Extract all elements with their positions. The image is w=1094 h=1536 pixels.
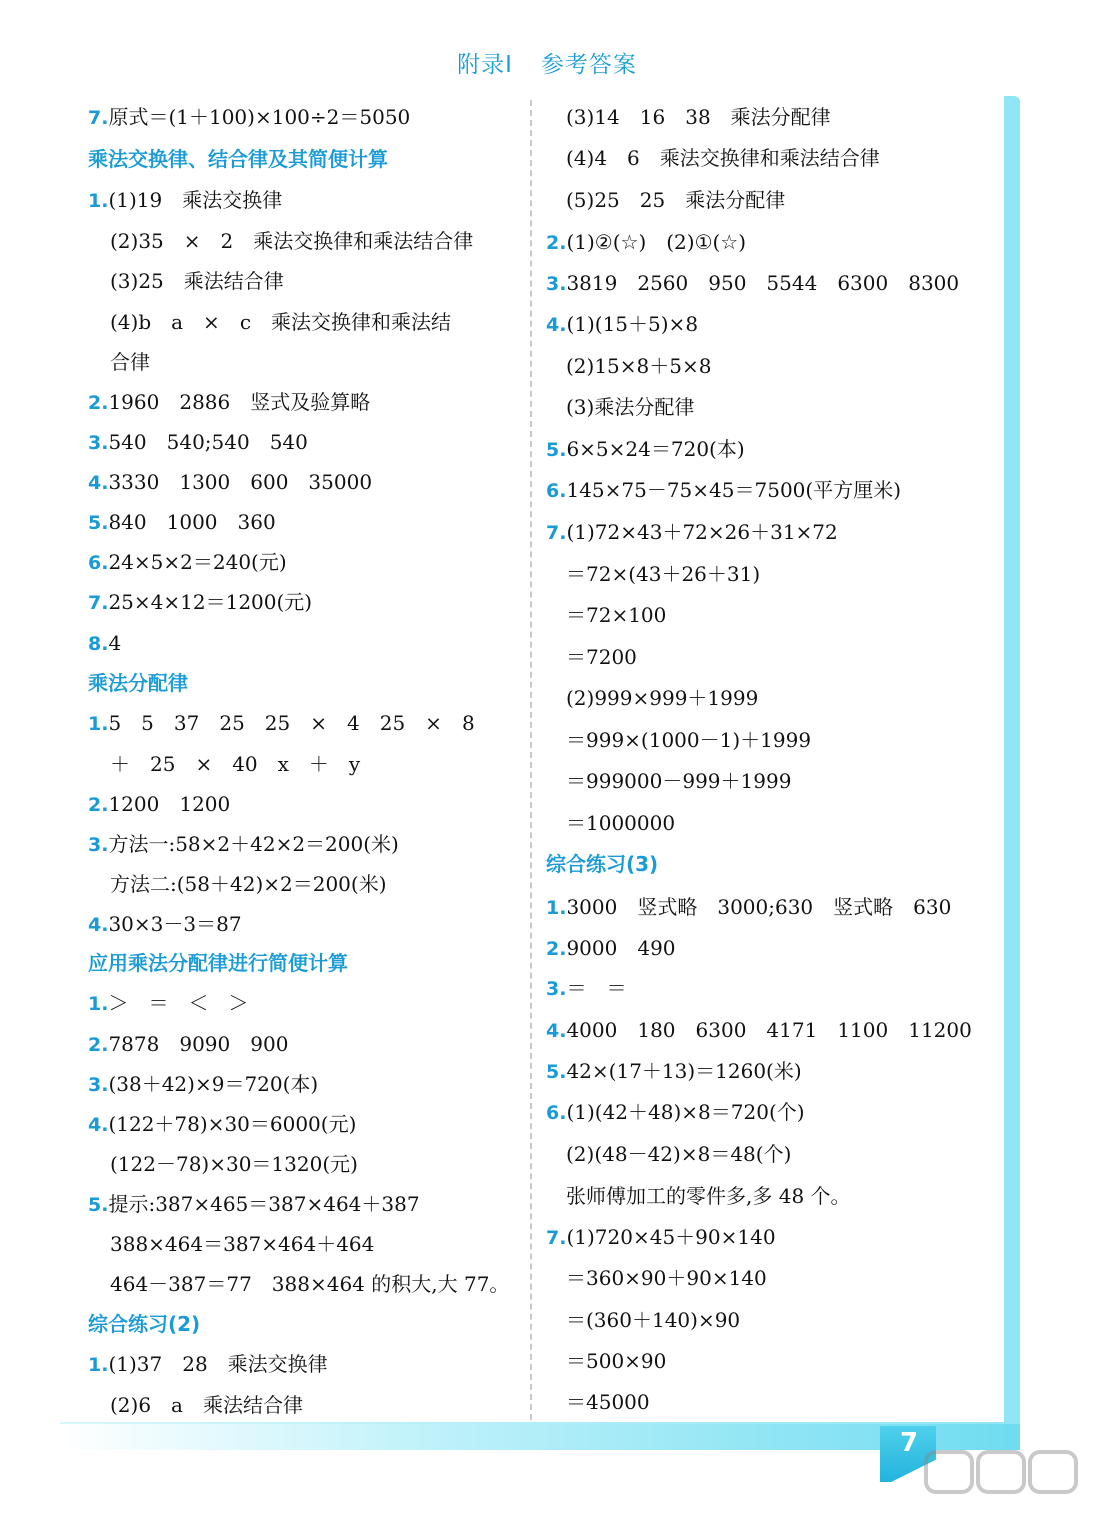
answer-line — [566, 644, 637, 670]
answer-line — [88, 990, 248, 1017]
answer-text: ＝ ＝ — [566, 976, 627, 1000]
section-heading: 应用乘法分配律进行简便计算 — [88, 951, 348, 975]
answer-line — [110, 1271, 509, 1297]
question-number: 3. — [546, 273, 567, 295]
bottom-band — [60, 1424, 1020, 1450]
answer-line — [110, 228, 473, 254]
answer-text: 388×464＝387×464＋464 — [110, 1232, 375, 1256]
answer-text: (122＋78)×30＝6000(元) — [108, 1112, 357, 1136]
question-number: 2. — [88, 392, 109, 414]
answer-line — [566, 104, 831, 130]
answer-line — [88, 1071, 318, 1098]
answer-line — [110, 871, 387, 897]
answer-line — [566, 685, 758, 711]
header-answers-label: 参考答案 — [540, 52, 637, 78]
section-heading: 乘法分配律 — [88, 671, 188, 695]
question-number: 5. — [546, 1061, 567, 1083]
answer-line — [566, 187, 785, 213]
answer-text: 5 5 37 25 25 × 4 25 × 8 — [108, 711, 475, 735]
question-number: 3. — [88, 432, 109, 454]
answer-text: (3)25 乘法结合律 — [110, 269, 284, 293]
answer-text: 7878 9090 900 — [108, 1032, 289, 1056]
page-header — [0, 46, 1094, 79]
answer-line — [110, 1151, 358, 1177]
header-appendix-label: 附录Ⅰ — [457, 52, 513, 78]
answer-text: 9000 490 — [566, 936, 676, 960]
question-number: 1. — [88, 713, 109, 735]
answer-text: ＝360×90＋90×140 — [566, 1266, 767, 1290]
answer-line — [88, 630, 121, 657]
answer-text: (2)6 a 乘法结合律 — [110, 1393, 303, 1417]
answer-line — [110, 751, 360, 777]
answer-text: 145×75－75×45＝7500(平方厘米) — [566, 478, 901, 502]
answer-line — [546, 436, 745, 463]
answer-text: 25×4×12＝1200(元) — [108, 590, 313, 614]
answer-line — [566, 1265, 767, 1291]
answer-line — [566, 602, 666, 628]
answer-text: ＝(360＋140)×90 — [566, 1308, 741, 1332]
question-number: 8. — [88, 633, 109, 655]
column-divider — [530, 100, 532, 1420]
watermark-logo — [916, 1446, 1086, 1530]
answer-text: ＋ 25 × 40 x ＋ y — [110, 752, 361, 776]
question-number: 7. — [546, 522, 567, 544]
answer-line — [566, 1141, 791, 1167]
question-number: 2. — [88, 1034, 109, 1056]
question-number: 2. — [88, 794, 109, 816]
answer-text: ＝7200 — [566, 645, 637, 669]
answer-text: (1)②(☆) (2)①(☆) — [566, 230, 747, 254]
question-number: 1. — [88, 993, 109, 1015]
question-number: 4. — [88, 472, 109, 494]
question-number: 6. — [546, 480, 567, 502]
answer-line — [88, 429, 308, 456]
answer-text: (4)b a × c 乘法交换律和乘法结 — [110, 310, 452, 334]
section-heading: 综合练习(2) — [88, 1312, 201, 1336]
answer-text: 3000 竖式略 3000;630 竖式略 630 — [566, 895, 952, 919]
question-number: 5. — [88, 1194, 109, 1216]
answer-line — [88, 1191, 420, 1218]
answer-line — [546, 270, 959, 297]
answer-line — [546, 1058, 802, 1085]
page-number: 7 — [900, 1428, 919, 1458]
answer-text: 4 — [108, 631, 122, 655]
answer-text: 原式＝(1＋100)×100÷2＝5050 — [108, 105, 411, 129]
answer-text: 6×5×24＝720(本) — [566, 437, 745, 461]
answer-text: ＝1000000 — [566, 811, 676, 835]
answer-text: (1)720×45＋90×140 — [566, 1225, 776, 1249]
answer-text: ＝500×90 — [566, 1349, 667, 1373]
question-number: 1. — [88, 1354, 109, 1376]
answer-text: (3)14 16 38 乘法分配律 — [566, 105, 831, 129]
answer-text: (3)乘法分配律 — [566, 395, 695, 419]
question-number: 7. — [88, 107, 109, 129]
answer-line — [546, 975, 626, 1002]
answer-line — [546, 229, 746, 256]
question-number: 4. — [546, 314, 567, 336]
answer-line — [566, 1307, 740, 1333]
answer-text: ＝45000 — [566, 1390, 650, 1414]
answer-line — [110, 309, 451, 335]
answer-text: (1)72×43＋72×26＋31×72 — [566, 520, 838, 544]
answer-line — [88, 389, 370, 416]
answer-text: 方法一:58×2＋42×2＝200(米) — [108, 832, 399, 856]
answer-line — [566, 1183, 851, 1209]
question-number: 2. — [546, 938, 567, 960]
answer-line — [88, 1111, 356, 1138]
answer-line — [88, 831, 399, 858]
answer-line — [88, 1351, 328, 1378]
answer-text: 张师傅加工的零件多,多 48 个。 — [566, 1184, 851, 1208]
answer-line — [88, 104, 410, 131]
answer-line — [88, 791, 230, 818]
question-number: 3. — [88, 834, 109, 856]
answer-line — [566, 561, 760, 587]
answer-text: (1)(15＋5)×8 — [566, 312, 699, 336]
answer-text: (122－78)×30＝1320(元) — [110, 1152, 358, 1176]
question-number: 6. — [546, 1102, 567, 1124]
question-number: 1. — [88, 190, 109, 212]
answer-line — [110, 268, 284, 294]
answer-text: ＝72×100 — [566, 603, 667, 627]
question-number: 5. — [88, 512, 109, 534]
answer-line — [546, 311, 698, 338]
answer-line — [110, 1392, 303, 1418]
answer-text: (2)999×999＋1999 — [566, 686, 759, 710]
question-number: 4. — [88, 914, 109, 936]
answer-line — [546, 1224, 776, 1251]
answer-text: (1)37 28 乘法交换律 — [108, 1352, 328, 1376]
answer-text: ＝999×(1000－1)＋1999 — [566, 728, 812, 752]
answer-line — [566, 768, 791, 794]
section-heading: 综合练习(3) — [546, 852, 659, 876]
question-number: 3. — [546, 978, 567, 1000]
answer-text: 1200 1200 — [108, 792, 231, 816]
answer-line — [88, 187, 282, 214]
answer-line — [566, 353, 711, 379]
answer-line — [110, 1231, 374, 1257]
answer-text: (2)15×8＋5×8 — [566, 354, 712, 378]
answer-line — [88, 469, 372, 496]
answer-text: ＝999000－999＋1999 — [566, 769, 792, 793]
answer-line — [110, 349, 150, 375]
answer-text: (5)25 25 乘法分配律 — [566, 188, 786, 212]
answer-text: ＞ ＝ ＜ ＞ — [108, 991, 249, 1015]
answer-line — [88, 911, 242, 938]
answer-text: 3819 2560 950 5544 6300 8300 — [566, 271, 960, 295]
answer-text: (1)19 乘法交换律 — [108, 188, 283, 212]
answer-text: (2)35 × 2 乘法交换律和乘法结合律 — [110, 229, 474, 253]
answer-line — [546, 519, 838, 546]
answer-text: 42×(17＋13)＝1260(米) — [566, 1059, 802, 1083]
answer-text: (1)(42＋48)×8＝720(个) — [566, 1100, 805, 1124]
answer-line — [566, 145, 880, 171]
answer-text: ＝72×(43＋26＋31) — [566, 562, 761, 586]
answer-text: (2)(48－42)×8＝48(个) — [566, 1142, 792, 1166]
answer-text: (4)4 6 乘法交换律和乘法结合律 — [566, 146, 880, 170]
answer-line — [566, 1348, 666, 1374]
answer-line — [546, 477, 901, 504]
answer-text: 840 1000 360 — [108, 510, 276, 534]
question-number: 7. — [88, 592, 109, 614]
question-number: 4. — [546, 1020, 567, 1042]
answer-text: 1960 2886 竖式及验算略 — [108, 390, 371, 414]
answer-text: 合律 — [110, 350, 150, 374]
question-number: 3. — [88, 1074, 109, 1096]
answer-line — [566, 727, 811, 753]
answer-line — [88, 710, 475, 737]
answer-line — [88, 1031, 288, 1058]
answer-line — [88, 549, 287, 576]
section-heading: 乘法交换律、结合律及其简便计算 — [88, 147, 388, 171]
question-number: 5. — [546, 439, 567, 461]
answer-line — [88, 509, 276, 536]
answer-text: 540 540;540 540 — [108, 430, 308, 454]
question-number: 1. — [546, 897, 567, 919]
answer-text: 提示:387×465＝387×464＋387 — [108, 1192, 420, 1216]
answer-line — [566, 1389, 650, 1415]
question-number: 2. — [546, 232, 567, 254]
answer-text: (38＋42)×9＝720(本) — [108, 1072, 319, 1096]
answer-line — [546, 1099, 805, 1126]
answer-line — [546, 1017, 972, 1044]
answer-text: 24×5×2＝240(元) — [108, 550, 287, 574]
question-number: 6. — [88, 552, 109, 574]
answer-text: 464－387＝77 388×464 的积大,大 77。 — [110, 1272, 510, 1296]
answer-text: 方法二:(58＋42)×2＝200(米) — [110, 872, 387, 896]
answer-line — [566, 810, 675, 836]
question-number: 7. — [546, 1227, 567, 1249]
question-number: 4. — [88, 1114, 109, 1136]
answer-line — [566, 394, 694, 420]
answer-text: 30×3－3＝87 — [108, 912, 242, 936]
answer-line — [546, 935, 676, 962]
answer-line — [546, 894, 951, 921]
answer-text: 3330 1300 600 35000 — [108, 470, 373, 494]
answer-line — [88, 589, 312, 616]
answer-text: 4000 180 6300 4171 1100 11200 — [566, 1018, 972, 1042]
